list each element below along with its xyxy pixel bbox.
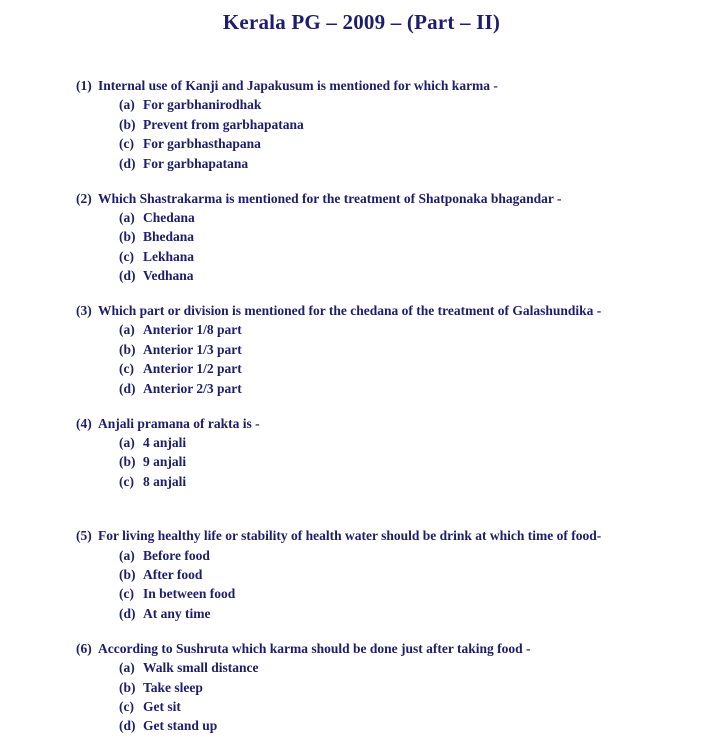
option-label: (c) bbox=[119, 248, 134, 264]
option bbox=[119, 115, 723, 134]
option-text: Walk small distance bbox=[143, 660, 259, 676]
question-line bbox=[76, 526, 723, 545]
option bbox=[119, 247, 723, 266]
option bbox=[119, 340, 723, 359]
option-text: Anterior 1/8 part bbox=[143, 322, 242, 338]
option bbox=[119, 604, 723, 623]
question-text: According to Sushruta which karma should be done just after taking food - bbox=[98, 640, 531, 656]
question-text: Anjali pramana of rakta is - bbox=[98, 415, 260, 431]
question bbox=[76, 76, 723, 173]
option-text: Get sit bbox=[143, 698, 181, 714]
option-label: (b) bbox=[119, 341, 136, 357]
option-text: Prevent from garbhapatana bbox=[143, 116, 304, 132]
option bbox=[119, 472, 723, 491]
option-text: Bhedana bbox=[143, 229, 195, 245]
option bbox=[119, 565, 723, 584]
option bbox=[119, 658, 723, 677]
option bbox=[119, 134, 723, 153]
option bbox=[119, 266, 723, 285]
question-text: Internal use of Kanji and Japakusum is mentioned for which karma - bbox=[98, 78, 498, 93]
option bbox=[119, 208, 723, 227]
question-text: For living healthy life or stability of health water should be drink at which time of food- bbox=[98, 528, 602, 544]
option-label: (a) bbox=[119, 97, 135, 113]
option-text: 9 anjali bbox=[143, 454, 187, 470]
option bbox=[119, 95, 723, 114]
option-text: Anterior 1/3 part bbox=[143, 341, 242, 357]
question-number: (3) bbox=[76, 303, 92, 319]
option bbox=[119, 227, 723, 246]
option-text: At any time bbox=[143, 605, 211, 621]
question-text: Which part or division is mentioned for the chedana of the treatment of Galashundika - bbox=[98, 303, 602, 319]
option-label: (a) bbox=[119, 435, 135, 450]
question-number: (4) bbox=[76, 415, 92, 431]
option-text: In between food bbox=[143, 586, 236, 602]
options-list bbox=[76, 433, 723, 491]
option-text: Anterior 2/3 part bbox=[143, 380, 242, 396]
question bbox=[76, 301, 723, 398]
option-label: (d) bbox=[119, 268, 136, 284]
option-label: (d) bbox=[119, 605, 136, 621]
options-list bbox=[76, 208, 723, 286]
question-line bbox=[76, 189, 723, 208]
option-text: Chedana bbox=[143, 209, 195, 225]
question-line bbox=[76, 639, 723, 658]
option-label: (d) bbox=[119, 155, 136, 171]
option-text: 8 anjali bbox=[143, 473, 187, 489]
option-text: 4 anjali bbox=[143, 435, 187, 450]
option bbox=[119, 697, 723, 716]
question bbox=[76, 189, 723, 286]
option-text: After food bbox=[143, 567, 203, 583]
option-label: (a) bbox=[119, 209, 135, 225]
option-label: (d) bbox=[119, 380, 136, 396]
option-label: (a) bbox=[119, 547, 135, 563]
option bbox=[119, 154, 723, 173]
option-text: Vedhana bbox=[143, 268, 194, 284]
option-text: For garbhanirodhak bbox=[143, 97, 262, 113]
question-number: (6) bbox=[76, 640, 92, 656]
question-text: Which Shastrakarma is mentioned for the treatment of Shatponaka bhagandar - bbox=[98, 190, 562, 206]
question-number: (2) bbox=[76, 190, 92, 206]
option-label: (c) bbox=[119, 361, 134, 377]
option bbox=[119, 433, 723, 452]
options-list bbox=[76, 658, 723, 736]
option-label: (b) bbox=[119, 567, 136, 583]
option-text: Get stand up bbox=[143, 718, 218, 734]
question-line bbox=[76, 414, 723, 433]
option-text: Lekhana bbox=[143, 248, 195, 264]
option bbox=[119, 584, 723, 603]
option bbox=[119, 546, 723, 565]
question bbox=[76, 414, 723, 492]
option-label: (d) bbox=[119, 718, 136, 734]
question-number: (1) bbox=[76, 78, 92, 93]
question bbox=[76, 639, 723, 736]
question-list bbox=[76, 76, 723, 736]
page-title: Kerala PG – 2009 – (Part – II) bbox=[222, 10, 501, 34]
options-list bbox=[76, 95, 723, 173]
option-label: (b) bbox=[119, 454, 136, 470]
question-number: (5) bbox=[76, 528, 92, 544]
options-list bbox=[76, 320, 723, 398]
option-label: (c) bbox=[119, 586, 134, 602]
option-text: For garbhasthapana bbox=[143, 136, 261, 152]
option-label: (b) bbox=[119, 679, 136, 695]
option bbox=[119, 716, 723, 735]
question-line bbox=[76, 301, 723, 320]
option-label: (b) bbox=[119, 229, 136, 245]
question-line bbox=[76, 76, 723, 95]
option-text: Before food bbox=[143, 547, 210, 563]
option-text: Anterior 1/2 part bbox=[143, 361, 242, 377]
question bbox=[76, 526, 723, 623]
option bbox=[119, 320, 723, 339]
option bbox=[119, 452, 723, 471]
option bbox=[119, 359, 723, 378]
option-label: (c) bbox=[119, 473, 134, 489]
options-list bbox=[76, 546, 723, 624]
option-label: (a) bbox=[119, 322, 135, 338]
option-label: (a) bbox=[119, 660, 135, 676]
option bbox=[119, 379, 723, 398]
option-text: Take sleep bbox=[143, 679, 203, 695]
option-label: (b) bbox=[119, 116, 136, 132]
option-text: For garbhapatana bbox=[143, 155, 249, 171]
option-label: (c) bbox=[119, 698, 134, 714]
option bbox=[119, 678, 723, 697]
option-label: (c) bbox=[119, 136, 134, 152]
